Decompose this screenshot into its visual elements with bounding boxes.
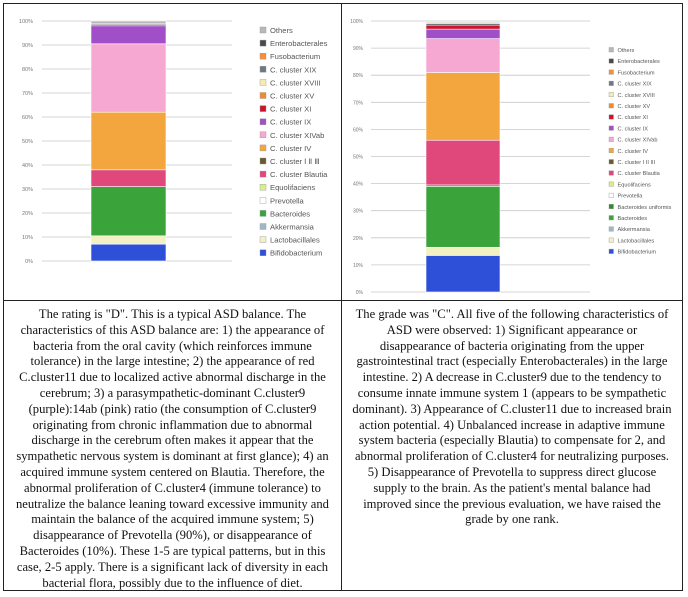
bar-segment-bacteroides xyxy=(91,187,166,236)
legend-swatch xyxy=(609,59,614,64)
right-chart-panel xyxy=(341,3,683,301)
legend-label-enterobacterales: Enterobacterales xyxy=(617,59,660,66)
legend-swatch xyxy=(260,119,266,125)
legend-swatch xyxy=(260,237,266,243)
legend-label-enterobacterales: Enterobacterales xyxy=(270,39,328,49)
legend-label-others: Others xyxy=(270,26,293,35)
y-tick-label: 40% xyxy=(352,181,363,188)
bar-segment-c-cluster-blautia xyxy=(426,140,500,185)
legend-swatch xyxy=(609,216,614,221)
y-tick-label: 100% xyxy=(350,19,363,25)
y-tick-label: 100% xyxy=(18,19,33,25)
legend-swatch xyxy=(609,249,614,254)
legend-label-c-cluster-xix: C. cluster XIX xyxy=(617,81,652,88)
legend-label-c-cluster-xi: C. cluster XI xyxy=(617,115,648,122)
legend-label-c-cluster-i-ii-iii: C. cluster I II III xyxy=(617,160,656,166)
legend-swatch xyxy=(260,132,266,138)
legend-label-c-cluster-xivab: C. cluster XIVab xyxy=(617,137,658,144)
legend-label-c-cluster-iv: C. cluster IV xyxy=(270,143,312,153)
left-chart-panel xyxy=(3,3,342,301)
bar-segment-c-cluster-ix xyxy=(91,26,166,44)
legend-label-c-cluster-xviii: C. cluster XVIII xyxy=(270,78,321,88)
legend-swatch xyxy=(260,184,266,190)
right-caption-panel xyxy=(341,300,683,591)
legend-swatch xyxy=(609,227,614,232)
legend-label-prevotella: Prevotella xyxy=(617,193,643,200)
y-tick-label: 0% xyxy=(355,290,363,296)
legend-swatch xyxy=(260,93,266,99)
legend-label-lactobacillales: Lactobacillales xyxy=(270,235,320,245)
legend-label-bifidobacterium: Bifidobacterium xyxy=(617,249,657,256)
bar-segment-lactobacillales xyxy=(91,236,166,244)
legend-label-akkermansia: Akkermansia xyxy=(617,227,650,234)
legend-label-c-cluster-xix: C. cluster XIX xyxy=(270,65,317,75)
legend-label-fusobacterium: Fusobacterium xyxy=(270,52,321,62)
y-tick-label: 10% xyxy=(352,262,363,269)
legend-label-lactobacillales: Lactobacillales xyxy=(617,238,655,245)
bar-segment-lactobacillales xyxy=(426,247,500,255)
legend-swatch xyxy=(260,197,266,203)
legend-swatch xyxy=(609,126,614,130)
legend-label-bacteroides-uniformis: Bacteroides uniformis xyxy=(617,204,672,211)
legend-swatch xyxy=(609,81,614,86)
legend-swatch xyxy=(609,204,614,209)
left-stacked-bar-chart xyxy=(4,4,342,301)
legend-swatch xyxy=(260,250,266,256)
bar-segment-c-cluster-iv xyxy=(426,72,500,140)
legend-swatch xyxy=(609,193,614,198)
legend-swatch xyxy=(609,182,614,187)
bar-segment-others xyxy=(91,21,166,23)
bar-segment-others xyxy=(426,22,500,23)
bar-segment-c-cluster-xivab xyxy=(426,39,500,73)
legend-swatch xyxy=(609,171,614,176)
y-tick-label: 20% xyxy=(352,235,363,242)
legend-label-c-cluster-iv: C. cluster IV xyxy=(617,148,648,155)
bar-segment-c-cluster-xi xyxy=(426,25,500,29)
legend-swatch xyxy=(260,106,266,112)
legend-swatch xyxy=(260,224,266,230)
left-caption-text: The rating is "D". This is a typical ASD balance. The characteristics of this ASD balance are: 1) the appearance of bacteria from the oral cavity (which reinforces immune tolerance) in the large intestine; 2) the appearance of red C.cluster11 due to localized active abnormal discharge in the cerebrum; 3) a parasympathetic-dominant C.cluster9 (purple):14ab (pink) ratio (the consumption of C.cluster9 originating from chronic inflammation due to abnormal discharge in the cerebrum often makes it appear that the sympathetic nervous system is dominant at first glance); 4) an acquired immune system centered on Blautia. Therefore, the abnormal proliferation of C.cluster4 (immune tolerance) to neutralize the balance leaning toward excessive immunity and maintain the balance of the acquired immune system; 5) disappearance of Prevotella (90%), or disappearance of Bacteroides (10%). These 1-5 are typical patterns, but in this case, 2-5 apply. There is a significant lack of diversity in each bacterial flora, possibly due to the influence of diet. xyxy=(16,307,329,590)
legend-swatch xyxy=(260,158,266,164)
right-stacked-bar-chart xyxy=(342,4,683,301)
legend-swatch xyxy=(260,66,266,72)
y-tick-label: 30% xyxy=(21,187,33,193)
legend-swatch xyxy=(260,145,266,151)
legend-label-c-cluster-xviii: C. cluster XVIII xyxy=(617,92,655,99)
legend-swatch xyxy=(260,27,266,33)
bar-segment-c-cluster-iv xyxy=(91,112,166,170)
y-tick-label: 60% xyxy=(21,115,33,121)
legend-label-others: Others xyxy=(617,48,635,54)
legend-label-fusobacterium: Fusobacterium xyxy=(617,70,655,77)
legend-label-c-cluster-ix: C. cluster IX xyxy=(617,126,648,133)
legend-label-c-cluster-blautia: C. cluster Blautia xyxy=(270,170,328,180)
legend-swatch xyxy=(609,92,614,97)
legend-label-bacteroides: Bacteroides xyxy=(617,216,648,222)
y-tick-label: 70% xyxy=(352,100,363,107)
y-tick-label: 90% xyxy=(21,43,33,49)
legend-swatch xyxy=(609,238,614,243)
left-caption-panel xyxy=(3,300,342,591)
y-tick-label: 10% xyxy=(21,235,33,241)
bar-segment-bifidobacterium xyxy=(91,244,166,261)
y-tick-label: 0% xyxy=(25,259,33,265)
legend-label-c-cluster-ix: C. cluster IX xyxy=(270,117,312,127)
legend-label-c-cluster-xv: C. cluster XV xyxy=(270,91,315,101)
y-tick-label: 60% xyxy=(352,127,363,134)
y-tick-label: 80% xyxy=(21,67,33,73)
legend-label-prevotella: Prevotella xyxy=(270,196,304,206)
legend-swatch xyxy=(609,160,614,165)
right-caption-text: The grade was "C". All five of the following characteristics of ASD were observed: 1) Significant appearance or disappearance of bacteria originating from the upper gastrointestinal tract (especially Enterobacterales) in the large intestine. 2) A decrease in C.cluster9 due to the tendency to consume innate immune system 1 (appears to be sympathetic dominant). 3) Appearance of C.cluster11 due to increased brain action potential. 4) Unbalanced increase in adaptive immune system bacteria (especially Blautia) to compensate for 2, and abnormal proliferation of C.cluster4 for neutralizing purposes. 5) Disappearance of Prevotella to suppress direct glucose supply to the brain. As the patient's mental balance had improved since the previous evaluation, we have raised the grade by one rank. xyxy=(352,307,672,527)
legend-label-c-cluster-xv: C. cluster XV xyxy=(617,104,651,110)
legend-label-akkermansia: Akkermansia xyxy=(270,222,314,232)
legend-label-equolifaciens: Equolifaciens xyxy=(270,183,316,193)
legend-label-c-cluster: C. cluster Ⅰ Ⅱ Ⅲ xyxy=(270,157,320,166)
legend-swatch xyxy=(609,115,614,120)
y-tick-label: 50% xyxy=(21,139,33,145)
legend-swatch xyxy=(609,70,614,75)
bar-segment-c-cluster-blautia xyxy=(91,170,166,187)
legend-swatch xyxy=(260,53,266,59)
legend-label-c-cluster-xi: C. cluster XI xyxy=(270,104,312,114)
y-tick-label: 80% xyxy=(352,73,363,80)
legend-swatch xyxy=(609,148,614,153)
legend-swatch xyxy=(260,40,266,46)
legend-label-equolifaciens: Equolifaciens xyxy=(617,182,651,189)
legend-swatch xyxy=(609,137,614,142)
y-tick-label: 20% xyxy=(21,211,33,217)
y-tick-label: 90% xyxy=(352,46,363,53)
legend-swatch xyxy=(609,48,614,53)
legend-swatch xyxy=(260,171,266,177)
legend-swatch xyxy=(609,104,614,109)
legend-label-bifidobacterium: Bifidobacterium xyxy=(270,248,323,258)
y-tick-label: 40% xyxy=(21,163,33,169)
y-tick-label: 70% xyxy=(21,91,33,97)
legend-swatch xyxy=(260,79,266,85)
bar-segment-bifidobacterium xyxy=(426,255,500,292)
legend-label-bacteroides: Bacteroides xyxy=(270,209,311,219)
bar-segment-c-cluster-xivab xyxy=(91,44,166,112)
bar-segment-bacteroides xyxy=(426,186,500,247)
y-tick-label: 30% xyxy=(352,208,363,215)
legend-swatch xyxy=(260,210,266,216)
y-tick-label: 50% xyxy=(352,154,363,161)
legend-label-c-cluster-blautia: C. cluster Blautia xyxy=(617,171,660,178)
legend-label-c-cluster-xivab: C. cluster XIVab xyxy=(270,130,325,140)
bar-segment-c-cluster-ix xyxy=(426,29,500,38)
